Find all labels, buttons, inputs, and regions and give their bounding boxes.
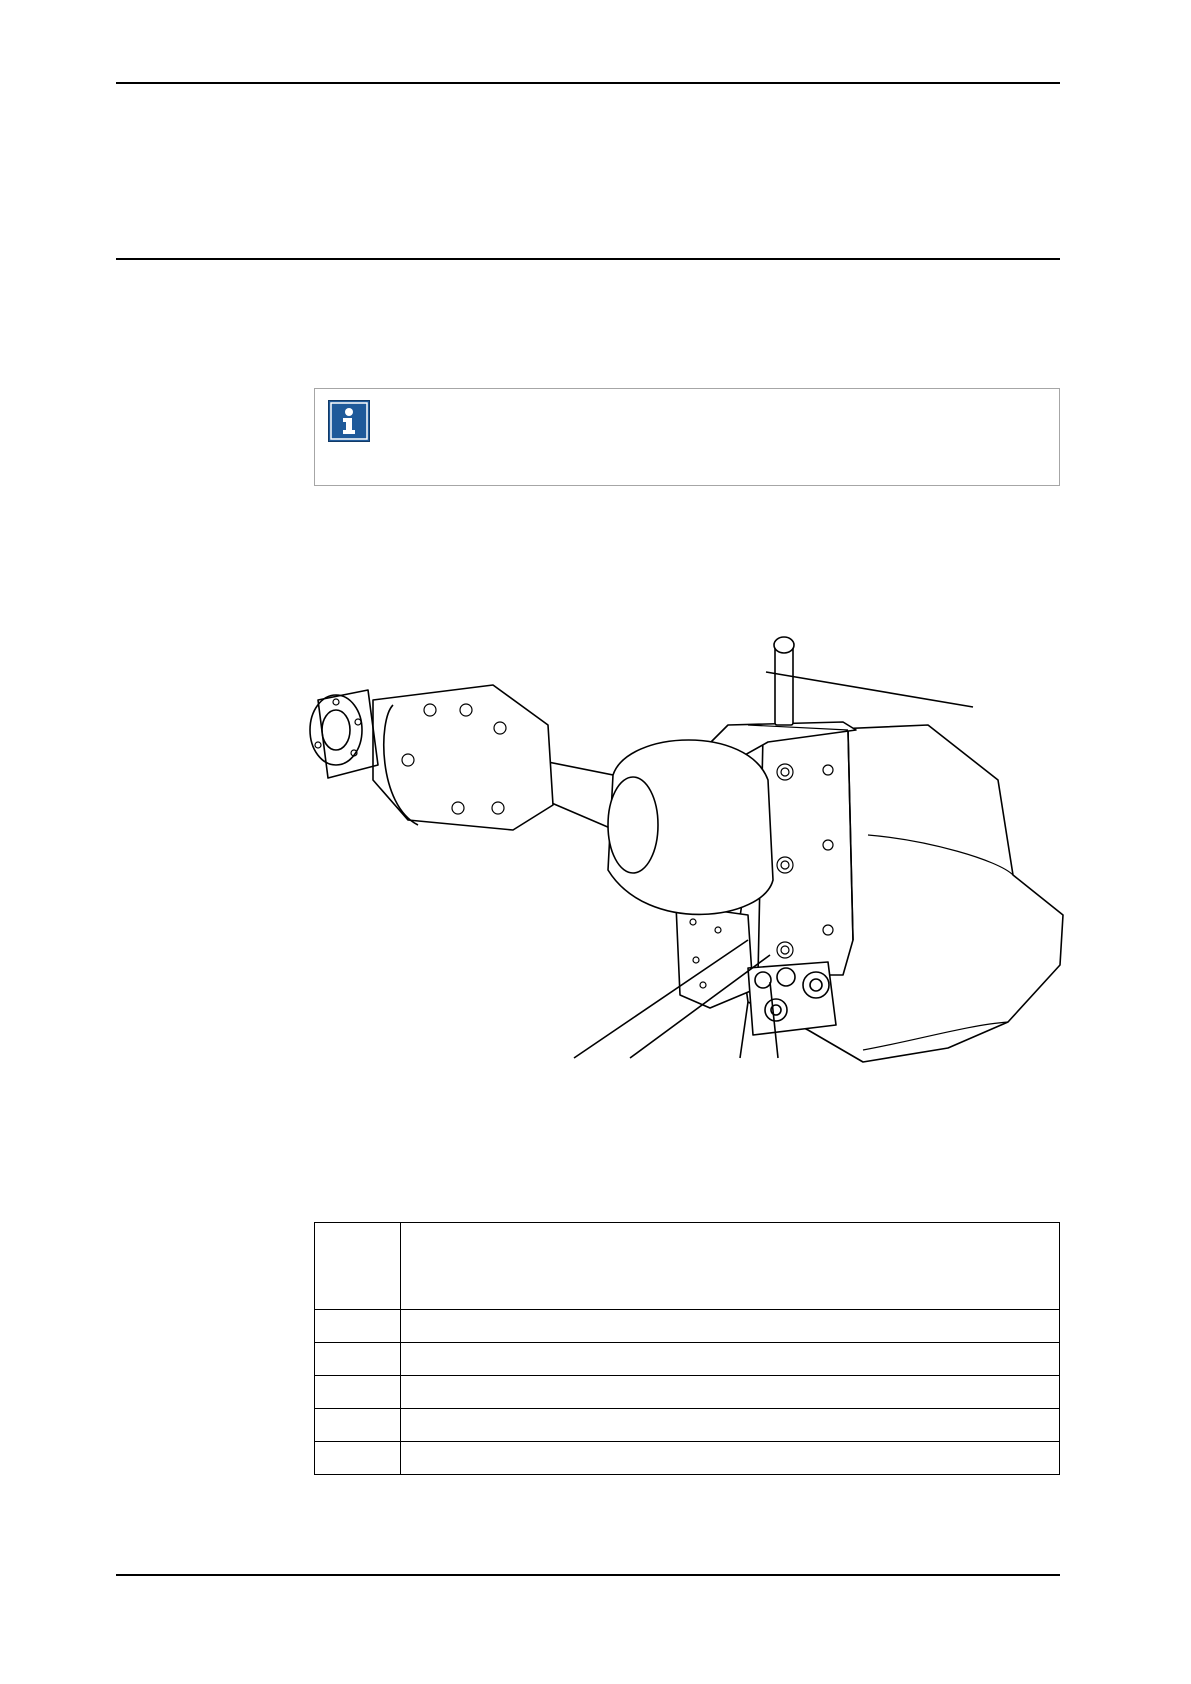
legend-description <box>401 1310 1060 1343</box>
legend-table <box>314 1222 1060 1475</box>
legend-position <box>315 1376 401 1409</box>
top-indicator <box>775 645 793 725</box>
legend-description <box>401 1442 1060 1475</box>
legend-position <box>315 1343 401 1376</box>
header-rule-top <box>116 82 1060 84</box>
table-row <box>315 1409 1060 1442</box>
table-row <box>315 1343 1060 1376</box>
side-plate <box>676 905 753 1008</box>
robot-arm-figure <box>308 630 1068 1150</box>
table-row <box>315 1310 1060 1343</box>
table-row <box>315 1376 1060 1409</box>
legend-header-position <box>315 1223 401 1310</box>
legend-description <box>401 1376 1060 1409</box>
legend-position <box>315 1409 401 1442</box>
header-rule-bottom <box>116 258 1060 260</box>
legend-header-row <box>315 1223 1060 1310</box>
table-row <box>315 1442 1060 1475</box>
footer-rule <box>116 1574 1060 1576</box>
legend-description <box>401 1409 1060 1442</box>
legend-position <box>315 1310 401 1343</box>
legend-header-description <box>401 1223 1060 1310</box>
info-icon <box>328 400 370 442</box>
robot-arm-upper-arm-illustration <box>308 630 1068 1150</box>
legend-description <box>401 1343 1060 1376</box>
legend-position <box>315 1442 401 1475</box>
info-note <box>314 388 1060 486</box>
